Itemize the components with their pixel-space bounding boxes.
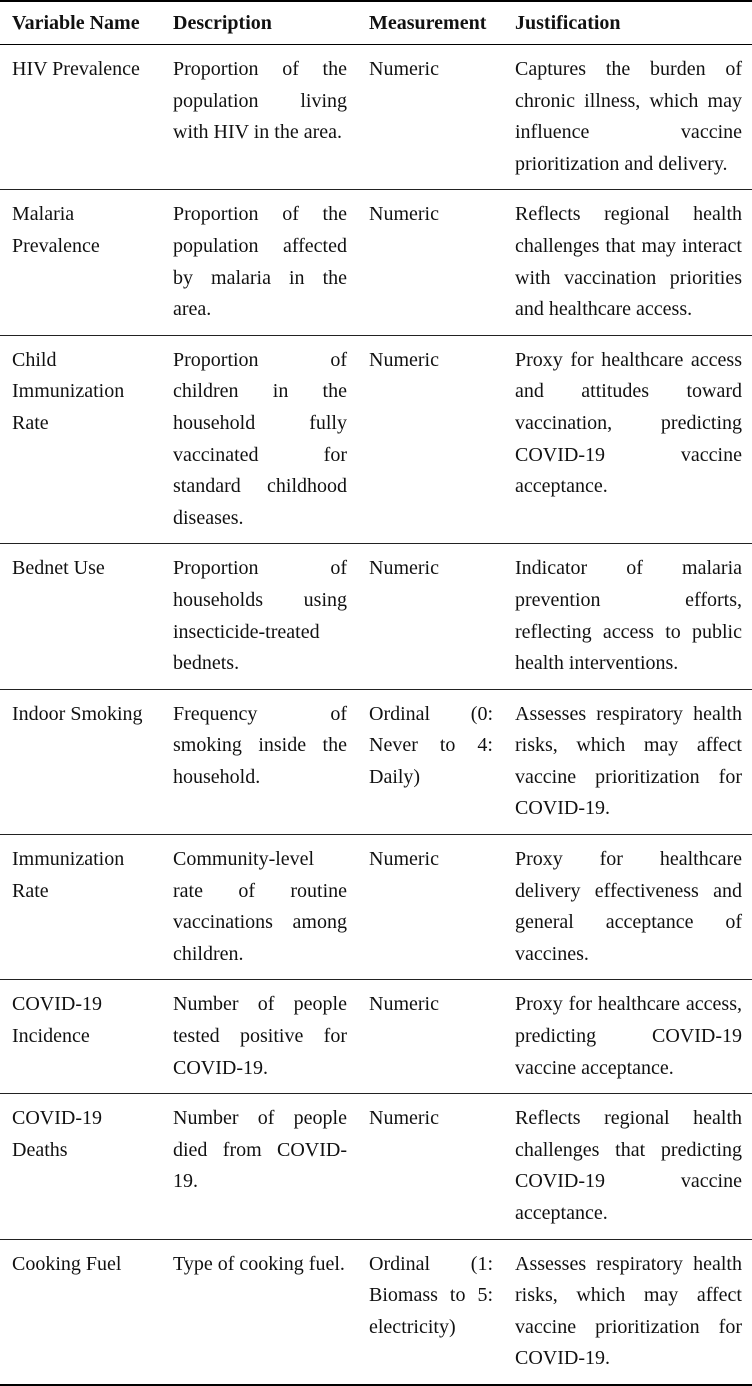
cell-variable-name: Cooking Fuel bbox=[12, 1252, 122, 1275]
cell-description: Proportion of the population living with HIV in the area. bbox=[173, 58, 347, 144]
cell-variable-name: Malaria Prevalence bbox=[12, 203, 100, 257]
cell-description: Proportion of children in the household fully vaccinated for standard childhood diseases. bbox=[173, 348, 347, 529]
cell-description: Type of cooking fuel. bbox=[173, 1252, 345, 1275]
table-row bbox=[0, 980, 752, 1094]
cell-variable-name: COVID-19 Deaths bbox=[12, 1107, 102, 1161]
table-row bbox=[0, 1239, 752, 1385]
cell-variable-name: COVID-19 Incidence bbox=[12, 993, 102, 1048]
cell-justification: Assesses respiratory health risks, which may affect vaccine prioritization for COVID-19. bbox=[515, 1252, 742, 1370]
table-row bbox=[0, 190, 752, 335]
cell-justification: Reflects regional health challenges that predicting COVID-19 vaccine acceptance. bbox=[515, 1107, 742, 1224]
cell-measurement: Numeric bbox=[369, 348, 439, 371]
table-body bbox=[0, 45, 752, 1385]
cell-description: Number of people tested positive for COVID-19. bbox=[173, 993, 347, 1079]
table-row bbox=[0, 1094, 752, 1239]
cell-measurement: Numeric bbox=[369, 58, 439, 80]
cell-description: Frequency of smoking inside the household. bbox=[173, 702, 347, 788]
cell-justification: Reflects regional health challenges that may interact with vaccination priorities and healthcare access. bbox=[515, 203, 742, 321]
cell-justification: Indicator of malaria prevention efforts, reflecting access to public health interventions. bbox=[515, 557, 742, 675]
table-row bbox=[0, 45, 752, 190]
cell-description: Proportion of the population affected by malaria in the area. bbox=[173, 203, 347, 321]
cell-measurement: Ordinal (0: Never to 4: Daily) bbox=[369, 702, 493, 788]
header-justification: Justification bbox=[515, 12, 621, 34]
cell-justification: Proxy for healthcare access and attitudes toward vaccination, predicting COVID-19 vaccine acceptance. bbox=[515, 348, 742, 498]
table-row bbox=[0, 689, 752, 834]
cell-measurement: Numeric bbox=[369, 557, 439, 580]
table-row bbox=[0, 335, 752, 544]
cell-measurement: Numeric bbox=[369, 1107, 439, 1130]
cell-justification: Proxy for healthcare access, predicting COVID-19 vaccine acceptance. bbox=[515, 993, 742, 1079]
cell-variable-name: Bednet Use bbox=[12, 557, 105, 580]
cell-measurement: Numeric bbox=[369, 848, 439, 871]
cell-measurement: Numeric bbox=[369, 993, 439, 1016]
cell-variable-name: Immunization Rate bbox=[12, 848, 125, 902]
cell-description: Proportion of households using insecticide-treated bednets. bbox=[173, 557, 347, 675]
cell-justification: Captures the burden of chronic illness, which may influence vaccine prioritization and delivery. bbox=[515, 58, 742, 175]
table-row bbox=[0, 544, 752, 689]
cell-description: Community-level rate of routine vaccinations among children. bbox=[173, 848, 347, 965]
cell-measurement: Ordinal (1: Biomass to 5: electricity) bbox=[369, 1252, 493, 1338]
cell-variable-name: HIV Prevalence bbox=[12, 58, 140, 80]
header-variable-name: Variable Name bbox=[12, 12, 140, 34]
cell-measurement: Numeric bbox=[369, 203, 439, 226]
cell-justification: Proxy for healthcare delivery effectiveness and general acceptance of vaccines. bbox=[515, 848, 742, 965]
cell-description: Number of people died from COVID-19. bbox=[173, 1107, 347, 1193]
header-row bbox=[0, 1, 752, 45]
header-description: Description bbox=[173, 12, 272, 34]
cell-variable-name: Indoor Smoking bbox=[12, 702, 143, 725]
table-row bbox=[0, 835, 752, 980]
header-measurement: Measurement bbox=[369, 12, 487, 34]
cell-variable-name: Child Immunization Rate bbox=[12, 348, 125, 434]
cell-justification: Assesses respiratory health risks, which may affect vaccine prioritization for COVID-19. bbox=[515, 702, 742, 820]
table-header bbox=[0, 1, 752, 45]
